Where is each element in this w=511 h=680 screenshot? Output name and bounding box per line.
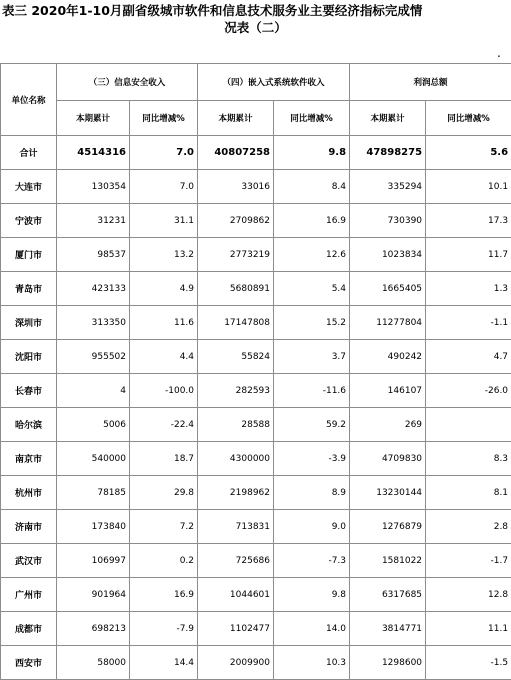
cell-cumulative: 98537 [57, 238, 130, 272]
row-unit-name: 广州市 [1, 578, 57, 612]
cell-cumulative: 5680891 [198, 272, 274, 306]
subheader-yoy: 同比增减% [274, 101, 350, 136]
header-group-profit: 利润总额 [350, 64, 511, 101]
cell-yoy-change: 11.6 [130, 306, 198, 340]
table-row [1, 578, 511, 612]
cell-cumulative: 6317685 [350, 578, 426, 612]
table-row [1, 476, 511, 510]
table-row [1, 136, 511, 170]
cell-cumulative: 269 [350, 408, 426, 442]
row-unit-name: 厦门市 [1, 238, 57, 272]
cell-cumulative: 313350 [57, 306, 130, 340]
cell-yoy-change: 17.3 [426, 204, 511, 238]
cell-yoy-change: 4.4 [130, 340, 198, 374]
cell-cumulative: 1276879 [350, 510, 426, 544]
cell-cumulative: 490242 [350, 340, 426, 374]
cell-cumulative: 2773219 [198, 238, 274, 272]
cell-cumulative: 725686 [198, 544, 274, 578]
cell-cumulative: 2198962 [198, 476, 274, 510]
cell-cumulative: 130354 [57, 170, 130, 204]
cell-yoy-change: 31.1 [130, 204, 198, 238]
cell-cumulative: 28588 [198, 408, 274, 442]
cell-cumulative: 282593 [198, 374, 274, 408]
cell-cumulative: 901964 [57, 578, 130, 612]
cell-yoy-change: 14.4 [130, 646, 198, 680]
cell-yoy-change: -22.4 [130, 408, 198, 442]
table-row [1, 272, 511, 306]
cell-yoy-change: 59.2 [274, 408, 350, 442]
table-row [1, 442, 511, 476]
cell-cumulative: 1298600 [350, 646, 426, 680]
table-row [1, 340, 511, 374]
table-row [1, 408, 511, 442]
row-unit-name: 济南市 [1, 510, 57, 544]
table-row [1, 306, 511, 340]
cell-yoy-change: 8.4 [274, 170, 350, 204]
cell-cumulative: 423133 [57, 272, 130, 306]
cell-yoy-change: 13.2 [130, 238, 198, 272]
cell-cumulative: 146107 [350, 374, 426, 408]
cell-cumulative: 1581022 [350, 544, 426, 578]
table-row [1, 510, 511, 544]
cell-yoy-change [426, 408, 511, 442]
table-row [1, 544, 511, 578]
row-unit-name: 成都市 [1, 612, 57, 646]
cell-yoy-change: -1.7 [426, 544, 511, 578]
table-row [1, 646, 511, 680]
cell-yoy-change: 8.1 [426, 476, 511, 510]
cell-yoy-change: 10.1 [426, 170, 511, 204]
cell-yoy-change: 0.2 [130, 544, 198, 578]
cell-yoy-change: 29.8 [130, 476, 198, 510]
cell-cumulative: 698213 [57, 612, 130, 646]
row-unit-name: 长春市 [1, 374, 57, 408]
row-unit-name: 南京市 [1, 442, 57, 476]
cell-cumulative: 1044601 [198, 578, 274, 612]
row-unit-name: 大连市 [1, 170, 57, 204]
cell-cumulative: 713831 [198, 510, 274, 544]
cell-yoy-change: 12.6 [274, 238, 350, 272]
row-unit-name: 深圳市 [1, 306, 57, 340]
cell-yoy-change: 8.9 [274, 476, 350, 510]
subheader-yoy: 同比增减% [426, 101, 511, 136]
cell-cumulative: 1102477 [198, 612, 274, 646]
table-row [1, 374, 511, 408]
cell-cumulative: 17147808 [198, 306, 274, 340]
cell-yoy-change: 11.1 [426, 612, 511, 646]
cell-yoy-change: -100.0 [130, 374, 198, 408]
subheader-cumulative: 本期累计 [57, 101, 130, 136]
cell-yoy-change: -3.9 [274, 442, 350, 476]
row-unit-name: 西安市 [1, 646, 57, 680]
table-row [1, 170, 511, 204]
cell-yoy-change: 15.2 [274, 306, 350, 340]
cell-cumulative: 40807258 [198, 136, 274, 170]
cell-cumulative: 730390 [350, 204, 426, 238]
cell-yoy-change: 3.7 [274, 340, 350, 374]
cell-yoy-change: 7.2 [130, 510, 198, 544]
header-group-security: （三）信息安全收入 [57, 64, 198, 101]
cell-cumulative: 4300000 [198, 442, 274, 476]
cell-cumulative: 1023834 [350, 238, 426, 272]
cell-cumulative: 335294 [350, 170, 426, 204]
row-unit-name: 合计 [1, 136, 57, 170]
cell-yoy-change: 5.6 [426, 136, 511, 170]
corner-mark: . [497, 47, 501, 59]
table-title [0, 2, 511, 36]
cell-yoy-change: 11.7 [426, 238, 511, 272]
cell-cumulative: 4709830 [350, 442, 426, 476]
cell-cumulative: 33016 [198, 170, 274, 204]
cell-cumulative: 4514316 [57, 136, 130, 170]
cell-yoy-change: 2.8 [426, 510, 511, 544]
cell-yoy-change: -26.0 [426, 374, 511, 408]
cell-cumulative: 955502 [57, 340, 130, 374]
cell-yoy-change: 8.3 [426, 442, 511, 476]
cell-cumulative: 11277804 [350, 306, 426, 340]
table-row [1, 204, 511, 238]
subheader-yoy: 同比增减% [130, 101, 198, 136]
cell-cumulative: 3814771 [350, 612, 426, 646]
cell-cumulative: 5006 [57, 408, 130, 442]
row-unit-name: 哈尔滨 [1, 408, 57, 442]
row-unit-name: 青岛市 [1, 272, 57, 306]
row-unit-name: 杭州市 [1, 476, 57, 510]
header-unit-name: 单位名称 [1, 64, 57, 136]
cell-yoy-change: -7.3 [274, 544, 350, 578]
cell-cumulative: 78185 [57, 476, 130, 510]
cell-cumulative: 2709862 [198, 204, 274, 238]
cell-cumulative: 106997 [57, 544, 130, 578]
statistics-table [0, 63, 511, 680]
cell-yoy-change: 7.0 [130, 136, 198, 170]
cell-cumulative: 2009900 [198, 646, 274, 680]
title-line-2: 况表（二） [0, 19, 511, 36]
cell-yoy-change: -1.5 [426, 646, 511, 680]
cell-yoy-change: -11.6 [274, 374, 350, 408]
cell-cumulative: 47898275 [350, 136, 426, 170]
cell-cumulative: 4 [57, 374, 130, 408]
cell-yoy-change: 12.8 [426, 578, 511, 612]
header-group-embedded: （四）嵌入式系统软件收入 [198, 64, 350, 101]
cell-yoy-change: 9.8 [274, 578, 350, 612]
cell-yoy-change: 18.7 [130, 442, 198, 476]
cell-yoy-change: 7.0 [130, 170, 198, 204]
cell-yoy-change: 16.9 [274, 204, 350, 238]
cell-yoy-change: -7.9 [130, 612, 198, 646]
cell-cumulative: 13230144 [350, 476, 426, 510]
cell-yoy-change: 16.9 [130, 578, 198, 612]
subheader-cumulative: 本期累计 [198, 101, 274, 136]
subheader-cumulative: 本期累计 [350, 101, 426, 136]
title-line-1: 表三 2020年1-10月副省级城市软件和信息技术服务业主要经济指标完成情 [0, 2, 511, 19]
cell-yoy-change: 14.0 [274, 612, 350, 646]
cell-yoy-change: 9.0 [274, 510, 350, 544]
cell-yoy-change: 10.3 [274, 646, 350, 680]
cell-yoy-change: 5.4 [274, 272, 350, 306]
table-row [1, 612, 511, 646]
row-unit-name: 沈阳市 [1, 340, 57, 374]
row-unit-name: 武汉市 [1, 544, 57, 578]
cell-yoy-change: 4.7 [426, 340, 511, 374]
cell-cumulative: 55824 [198, 340, 274, 374]
cell-cumulative: 1665405 [350, 272, 426, 306]
table-row [1, 238, 511, 272]
cell-yoy-change: 4.9 [130, 272, 198, 306]
row-unit-name: 宁波市 [1, 204, 57, 238]
cell-yoy-change: 1.3 [426, 272, 511, 306]
cell-yoy-change: 9.8 [274, 136, 350, 170]
cell-cumulative: 173840 [57, 510, 130, 544]
cell-yoy-change: -1.1 [426, 306, 511, 340]
cell-cumulative: 58000 [57, 646, 130, 680]
cell-cumulative: 31231 [57, 204, 130, 238]
cell-cumulative: 540000 [57, 442, 130, 476]
